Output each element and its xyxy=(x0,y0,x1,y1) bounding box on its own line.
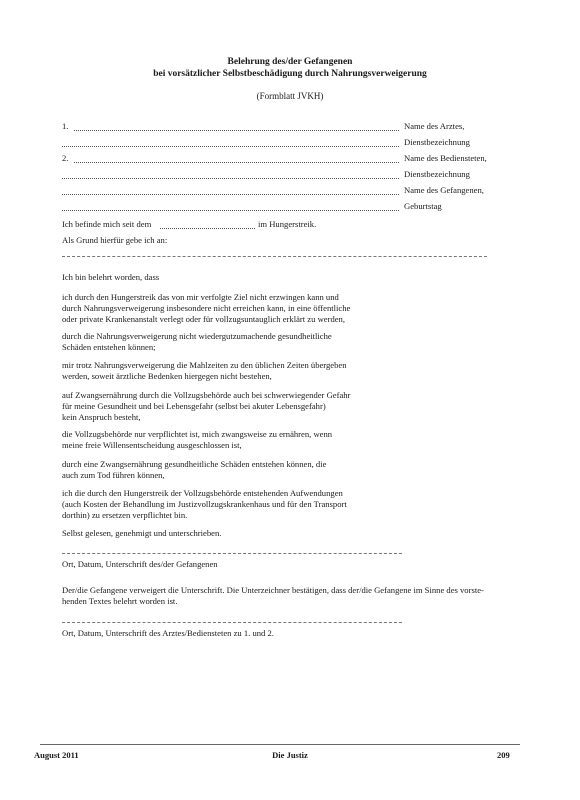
item-5 xyxy=(62,429,332,451)
bed-name-label: Name des Bediensteten, xyxy=(404,153,487,163)
hunger-prefix: Ich befinde mich seit dem xyxy=(62,219,152,229)
item-2 xyxy=(62,331,332,353)
arzt-name-field[interactable] xyxy=(74,130,399,131)
belehrt-heading: Ich bin belehrt worden, dass xyxy=(62,272,160,282)
form-title-line2: bei vorsätzlicher Selbstbeschädigung durch Nahrungsverweigerung xyxy=(153,69,427,79)
arzt-name-label: Name des Arztes, xyxy=(404,121,465,131)
item-5-line-1: die Vollzugsbehörde nur verpflichtet ist, mich zwangsweise zu ernähren, wenn xyxy=(62,429,333,439)
form-title-line1: Belehrung des/der Gefangenen xyxy=(227,57,353,67)
item-1 xyxy=(62,292,350,325)
item-7-line-3: dorthin) zu ersetzen verpflichtet bin. xyxy=(62,510,188,520)
item-7-line-1: ich die durch den Hungerstreik der Vollzugsbehörde entstehenden Aufwendungen xyxy=(62,488,343,498)
item-3-line-1: mir trotz Nahrungsverweigerung die Mahlzeiten zu den üblichen Zeiten übergeben xyxy=(62,360,347,370)
signature-line-1[interactable] xyxy=(62,553,402,554)
item-7-line-2: (auch Kosten der Behandlung im Justizvollzugskrankenhaus und für den Transport xyxy=(62,499,347,509)
item-1-line-3: oder private Krankenanstalt verlegt oder für vollzugsuntauglich erklärt zu werden, xyxy=(62,314,346,324)
item-4-line-2: für meine Gesundheit und bei Lebensgefahr (selbst bei akuter Lebensgefahr) xyxy=(62,401,326,411)
footer-date: August 2011 xyxy=(34,750,79,760)
gef-geb-label: Geburtstag xyxy=(404,201,442,211)
grund-field[interactable] xyxy=(62,256,487,257)
form-label: (Formblatt JVKH) xyxy=(256,91,324,101)
hunger-date-field[interactable] xyxy=(160,228,255,229)
signature-label-2: Ort, Datum, Unterschrift des Arztes/Bediensteten zu 1. und 2. xyxy=(62,628,274,638)
arzt-dienst-label: Dienstbezeichnung xyxy=(404,137,470,147)
signature-label-1: Ort, Datum, Unterschrift des/der Gefangenen xyxy=(62,559,218,569)
grund-label: Als Grund hierfür gebe ich an: xyxy=(62,235,168,245)
signature-line-2[interactable] xyxy=(62,622,402,623)
gef-name-field[interactable] xyxy=(62,194,399,195)
bed-name-field[interactable] xyxy=(74,162,399,163)
gef-name-label: Name des Gefangenen, xyxy=(404,185,484,195)
verweigert-line-1: Der/die Gefangene verweigert die Unterschrift. Die Unterzeichner bestätigen, dass der/die Gefangene im Sinne des vorste- xyxy=(62,585,484,595)
item-2-line-2: Schäden entstehen können; xyxy=(62,342,156,352)
item-1-line-2: durch Nahrungsverweigerung insbesondere nicht erreichen kann, in eine öffentliche xyxy=(62,303,351,313)
item-1-line-1: ich durch den Hungerstreik das von mir verfolgte Ziel nicht erzwingen kann und xyxy=(62,292,339,302)
footer-publication: Die Justiz xyxy=(272,750,308,760)
footer-rule xyxy=(40,744,520,745)
selbst-gelesen: Selbst gelesen, genehmigt und unterschrieben. xyxy=(62,528,222,538)
item-5-line-2: meine freie Willensentscheidung ausgeschlossen ist, xyxy=(62,440,242,450)
footer-page-number: 209 xyxy=(497,750,510,760)
field-number-1: 1. xyxy=(62,121,69,131)
item-3-line-2: werden, soweit ärztliche Bedenken hiergegen nicht bestehen, xyxy=(62,371,272,381)
arzt-dienst-field[interactable] xyxy=(62,146,399,147)
item-4-line-3: kein Anspruch besteht, xyxy=(62,412,141,422)
hunger-suffix: im Hungerstreik. xyxy=(258,219,317,229)
bed-dienst-label: Dienstbezeichnung xyxy=(404,169,470,179)
item-4-line-1: auf Zwangsernährung durch die Vollzugsbehörde auch bei schwerwiegender Gefahr xyxy=(62,390,351,400)
bed-dienst-field[interactable] xyxy=(62,178,399,179)
verweigert-line-2: henden Textes belehrt worden ist. xyxy=(62,596,178,606)
item-6-line-1: durch eine Zwangsernährung gesundheitliche Schäden entstehen können, die xyxy=(62,459,327,469)
item-4 xyxy=(62,390,350,423)
item-3 xyxy=(62,360,347,382)
gef-geb-field[interactable] xyxy=(62,210,399,211)
field-number-2: 2. xyxy=(62,153,69,163)
item-6 xyxy=(62,459,326,481)
item-6-line-2: auch zum Tod führen können, xyxy=(62,470,165,480)
item-7 xyxy=(62,488,347,521)
item-2-line-1: durch die Nahrungsverweigerung nicht wiedergutzumachende gesundheitliche xyxy=(62,331,332,341)
